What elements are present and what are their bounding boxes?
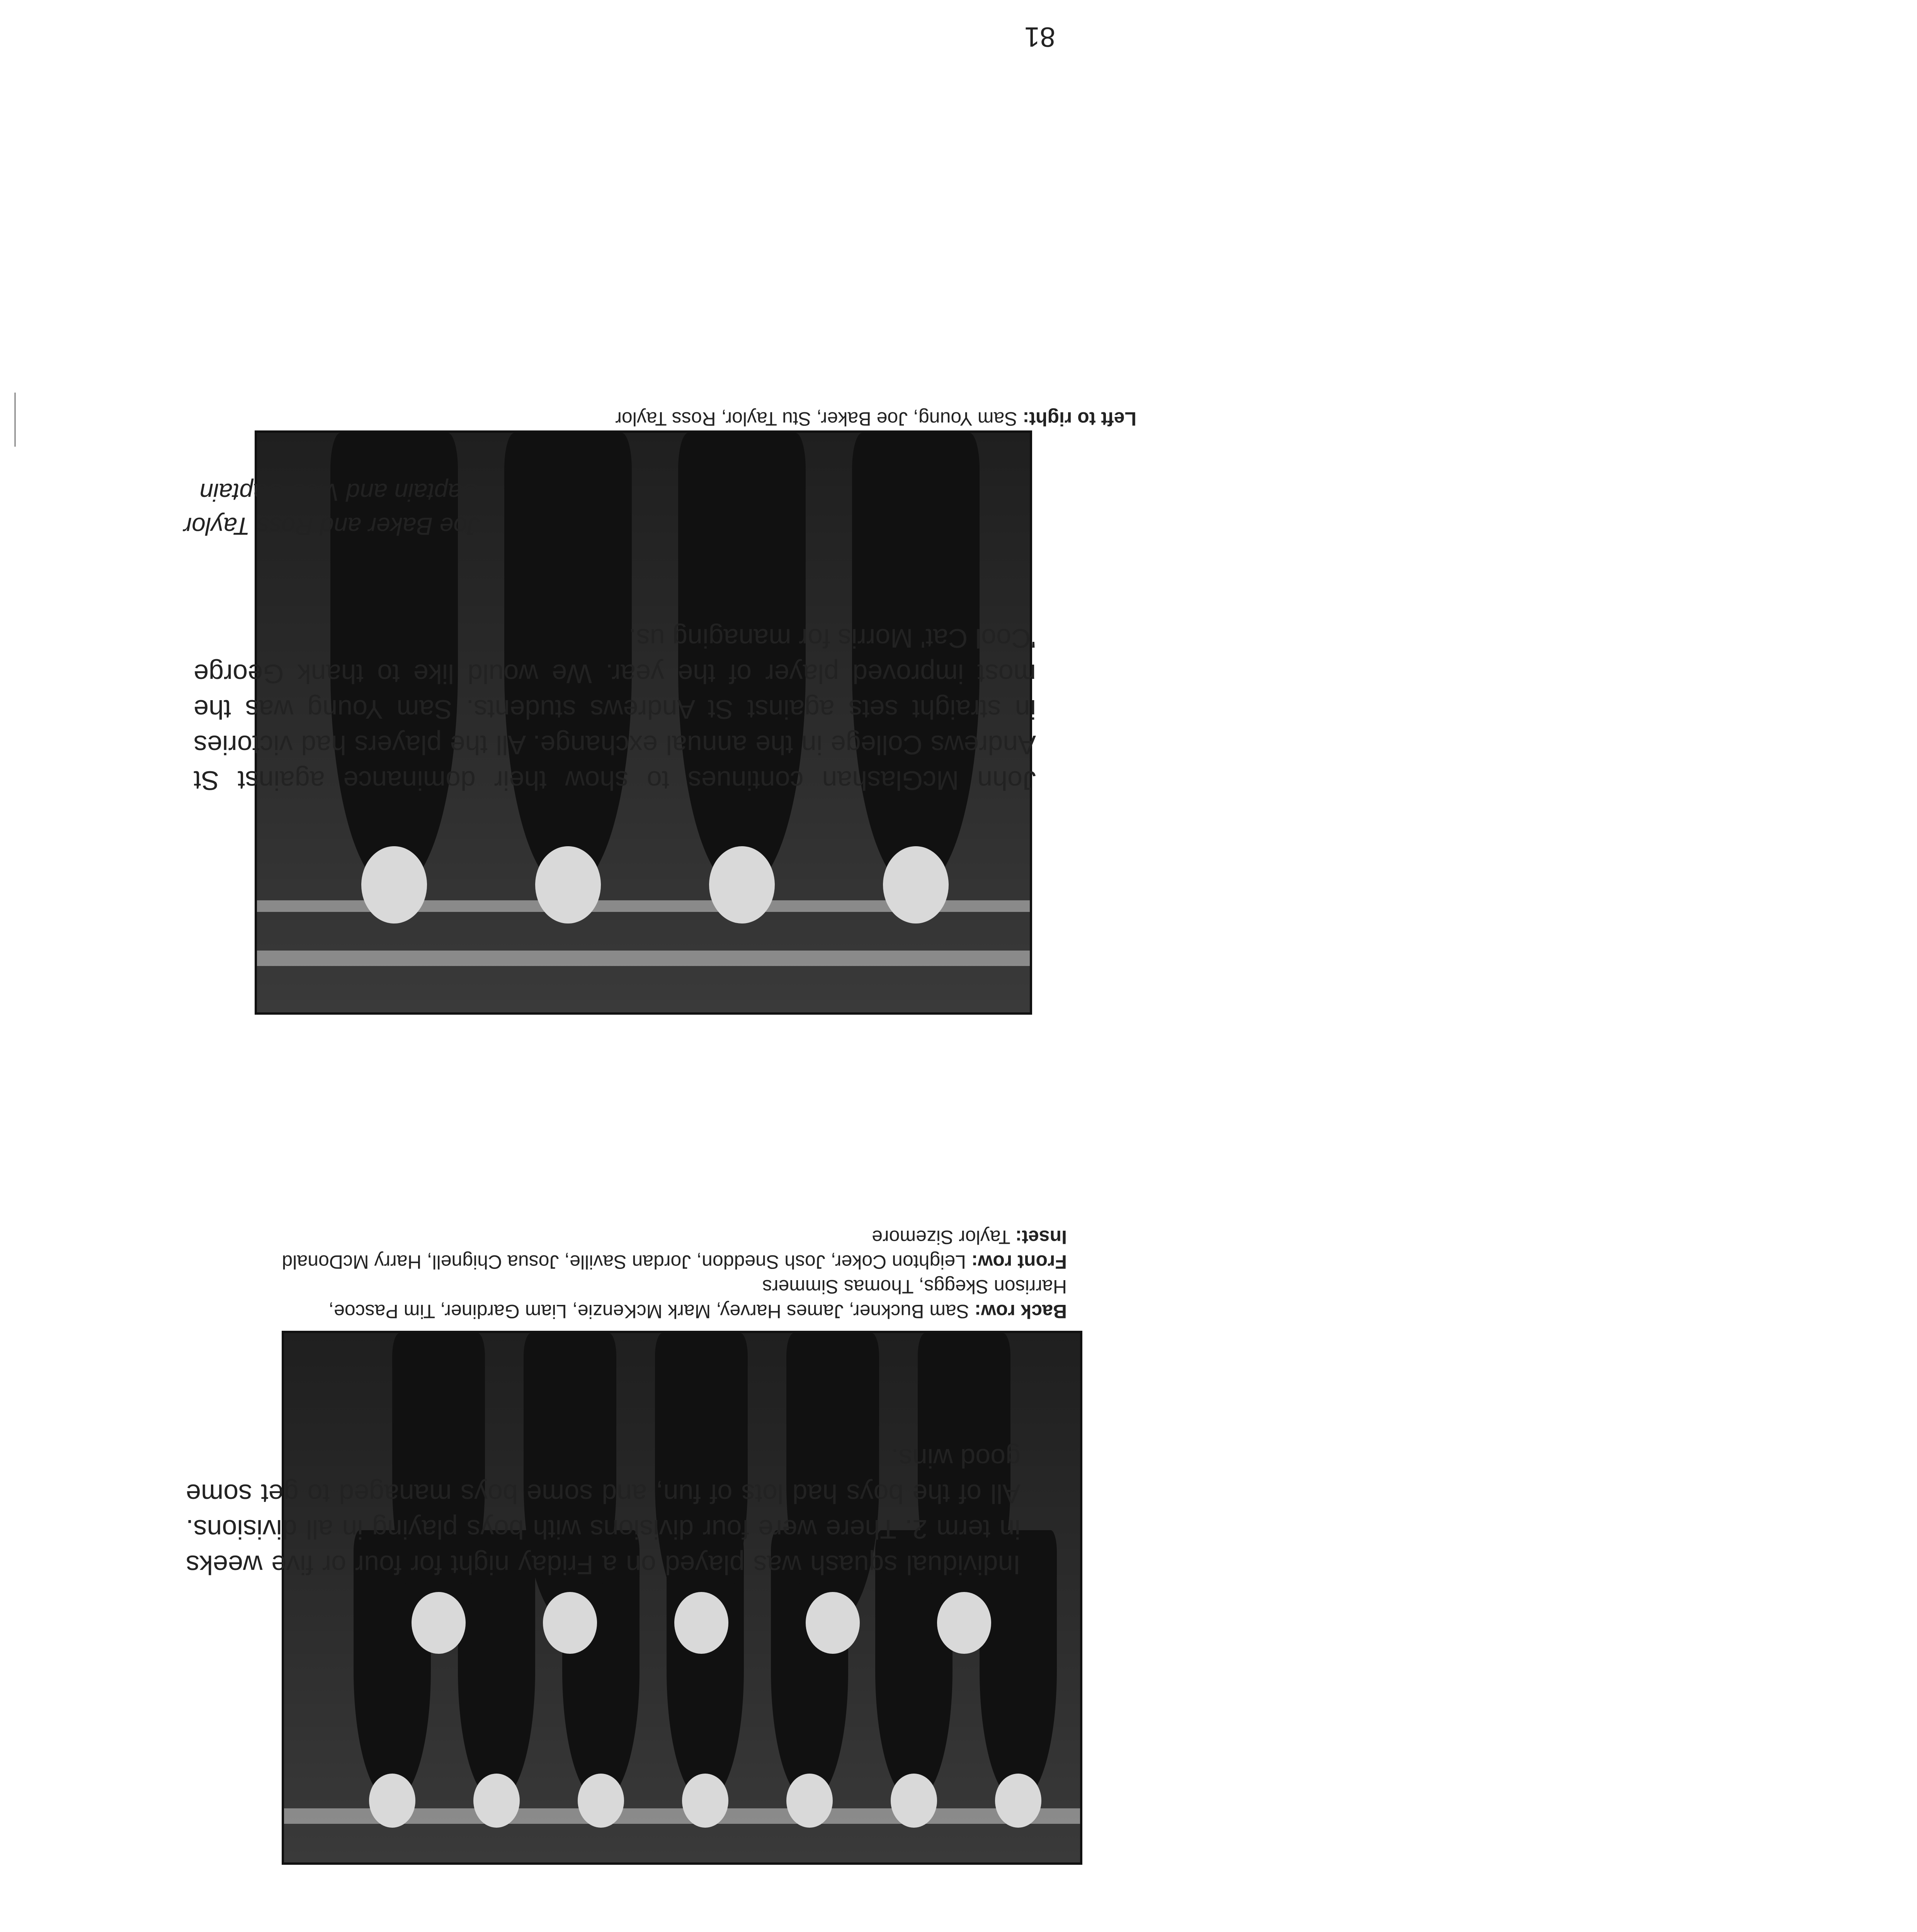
captain-note-line1: Joe Baker and Ross Taylor [183, 512, 480, 540]
captain-note-line2: Captain and Vice Captain [199, 478, 480, 506]
front-row-label: Front row: [971, 1251, 1067, 1273]
squash-intro-paragraph: John McGlashan continues to show their dominance against St Andrews College in the annual exchange. All the players had victories in straight sets against St Andrews students. Sam Young was the most improved player of the year. We would like to thank George 'Cool Cat' Morris for managing us. [194, 623, 1036, 796]
squash-photo-caption [248, 406, 1136, 431]
caption-front-row [275, 1250, 1067, 1274]
back-row-names: Sam Buckner, James Harvey, Mark McKenzie, Liam Gardiner, Tim Pascoe, Harrison Skeggs, Thomas Simmers [328, 1276, 1067, 1322]
team-photo-caption [275, 1225, 1067, 1324]
page-number: 81 [1024, 21, 1055, 52]
inset-label: Inset: [1015, 1226, 1067, 1248]
individual-squash-paragraph: Individual squash was played on a Friday night for four or five weeks in term 2. There were four divisions with boys playing in all divisions. All of the boys had lots of fun, and some boys managed to get some good wins. [186, 1443, 1021, 1580]
inset-names: Taylor Sizemore [872, 1226, 1010, 1248]
captain-note [54, 475, 480, 543]
caption-back-row [275, 1274, 1067, 1324]
caption-inset [275, 1225, 1067, 1250]
caption-names: Sam Young, Joe Baker, Stu Taylor, Ross Taylor [615, 408, 1017, 430]
front-row-names: Leighton Coker, Josh Sneddon, Jordan Saville, Josua Chignell, Harry McDonald [282, 1251, 966, 1273]
back-row-label: Back row: [975, 1301, 1067, 1322]
caption-label: Left to right: [1022, 408, 1136, 430]
football-team-photo [282, 1331, 1082, 1865]
scan-artifact [14, 393, 16, 447]
